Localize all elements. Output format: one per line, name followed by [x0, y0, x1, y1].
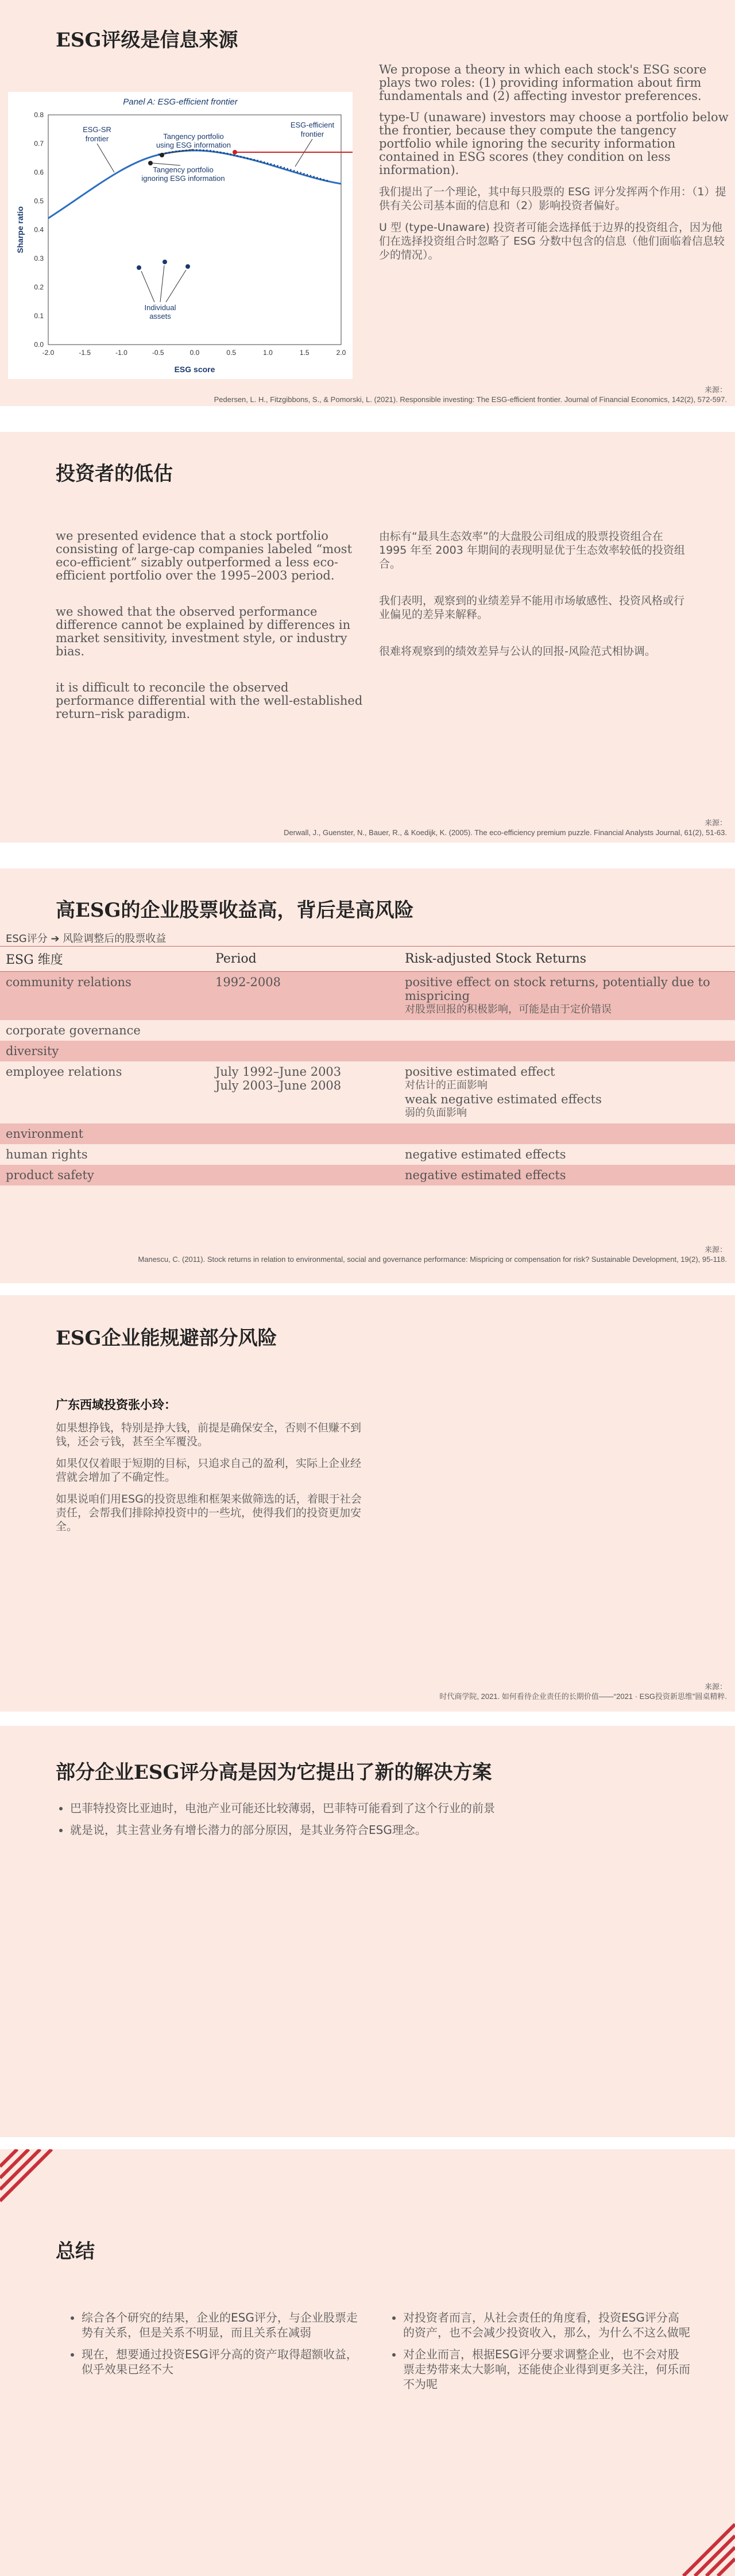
cell-returns: negative estimated effects	[399, 1144, 735, 1165]
paragraph-zh-1: 我们提出了一个理论，其中每只股票的 ESG 评分发挥两个作用：（1）提供有关公司基本面的信息和（2）影响投资者偏好。	[379, 186, 726, 212]
returns-zh: 对股票回报的积极影响，可能是由于定价错误	[405, 1003, 612, 1015]
summary-list-left	[69, 2310, 369, 2384]
cell-dimension: environment	[0, 1123, 210, 1144]
cell-returns	[399, 1123, 735, 1144]
annotation-arrows	[97, 139, 312, 302]
x-tick-label: 2.0	[336, 349, 346, 357]
corner-stripes-bottom-right	[672, 2513, 735, 2576]
paragraph-en-1: we presented evidence that a stock portfolio consisting of large-cap companies labeled “most eco-efficient” sizably outperformed a less eco-efficient portfolio over the 1995–2003 period.	[56, 529, 353, 582]
cell-returns: negative estimated effects	[399, 1165, 735, 1185]
y-axis-ticks	[34, 111, 44, 349]
y-tick-label: 0.4	[34, 226, 44, 234]
annotation-esg-sr-2: frontier	[85, 134, 109, 143]
annotation-tangency-ignoring: Tangency portfolio	[153, 165, 214, 174]
english-column	[56, 530, 366, 729]
quote-box	[56, 1396, 366, 1542]
cell-returns	[399, 1061, 735, 1123]
returns-zh-2: 弱的负面影响	[405, 1107, 467, 1119]
paragraph-en-1: We propose a theory in which each stock's ESG score plays two roles: (1) providing information about firm fundamentals and (2) affecting investor preferences.	[379, 63, 707, 103]
quote-speaker: 广东西域投资张小玲：	[56, 1398, 176, 1412]
slide-title: 总结	[56, 2240, 95, 2263]
annotation-esg-efficient: ESG-efficient	[290, 121, 335, 129]
y-tick-label: 0.6	[34, 168, 44, 176]
cell-period	[210, 1144, 399, 1165]
x-axis-ticks	[42, 349, 346, 357]
cell-period	[210, 1020, 399, 1041]
table-row	[0, 1041, 735, 1061]
cell-dimension: product safety	[0, 1165, 210, 1185]
cell-dimension: corporate governance	[0, 1020, 210, 1041]
list-item: • 现在，想要通过投资ESG评分高的资产取得超额收益，似乎效果已经不大	[82, 2347, 369, 2377]
table-header-row	[0, 947, 735, 972]
asset-point	[137, 265, 141, 270]
list-item: • 对投资者而言，从社会责任的角度看，投资ESG评分高的资产，也不会减少投资收入，那么，为什么不这么做呢	[403, 2310, 690, 2340]
corner-stripes-top-left	[0, 2149, 63, 2212]
y-tick-label: 0.1	[34, 312, 44, 320]
esg-frontier-chart	[8, 92, 353, 379]
slide-title: ESG企业能规避部分风险	[56, 1327, 277, 1350]
source-citation	[284, 818, 727, 837]
slide-investor-undervaluation	[0, 432, 735, 843]
annotation-esg-efficient-2: frontier	[300, 130, 324, 138]
paragraph-zh-2: 如果仅仅着眼于短期的目标，只追求自己的盈利，实际上企业经营就会增加了不确定性。	[56, 1457, 362, 1484]
cell-dimension: human rights	[0, 1144, 210, 1165]
source-text: Pedersen, L. H., Fitzgibbons, S., & Pomorski, L. (2021). Responsible investing: The ESG-efficient frontier. Journal of Financial Economics, 142(2), 572-597.	[214, 395, 727, 404]
x-axis-label: ESG score	[174, 365, 215, 374]
tangency-ignoring-esg-point	[148, 161, 153, 165]
x-tick-label: -2.0	[42, 349, 55, 357]
list-item: • 综合各个研究的结果，企业的ESG评分，与企业股票走势有关系，但是关系不明显，而且关系在减弱	[82, 2310, 369, 2340]
paragraph-en-2: we showed that the observed performance difference cannot be explained by differences in market sensitivity, investment style, or industry bias.	[56, 605, 351, 658]
paragraph-zh-3: 如果说咱们用ESG的投资思维和框架来做筛选的话，着眼于社会责任，会帮我们排除掉投资中的一些坑，使得我们的投资更加安全。	[56, 1493, 362, 1533]
table-row	[0, 1144, 735, 1165]
slide-high-esg-high-risk	[0, 868, 735, 1283]
period-2: July 2003–June 2008	[215, 1079, 342, 1092]
plot-frame	[48, 115, 341, 345]
list-item: • 就是说，其主营业务有增长潜力的部分原因，是其业务符合ESG理念。	[70, 1822, 702, 1837]
x-tick-label: -1.0	[115, 349, 127, 357]
slide-new-solutions	[0, 1726, 735, 2137]
y-tick-label: 0.0	[34, 341, 44, 349]
table-row	[0, 972, 735, 1021]
table-row	[0, 1020, 735, 1041]
source-label: 来源：	[704, 818, 727, 827]
x-tick-label: 1.5	[299, 349, 310, 357]
slide-title: ESG评级是信息来源	[56, 29, 238, 52]
paragraph-en-3: it is difficult to reconcile the observed performance differential with the well-established return–risk paradigm.	[56, 681, 363, 721]
tangency-using-esg-point	[160, 153, 164, 157]
summary-list-right	[390, 2310, 690, 2399]
period-1: July 1992–June 2003	[215, 1065, 342, 1079]
annotation-tangency-using: Tangency portfolio	[163, 132, 224, 141]
slide-title: 投资者的低估	[56, 462, 173, 485]
x-tick-label: 1.0	[263, 349, 273, 357]
annotation-tangency-ignoring-2: ignoring ESG information	[141, 174, 225, 183]
paragraph-zh-2: 我们表明，观察到的业绩差异不能用市场敏感性、投资风格或行业偏见的差异来解释。	[379, 594, 685, 621]
chinese-column	[379, 530, 689, 666]
returns-en-1: positive estimated effect	[405, 1065, 555, 1079]
source-citation	[214, 385, 727, 404]
paragraph-en-2: type-U (unaware) investors may choose a portfolio below the frontier, because they compute the tangency portfolio while ignoring the security information contained in ESG scores (they condition on less information).	[379, 110, 729, 177]
paragraph-zh-1: 如果想挣钱，特别是挣大钱，前提是确保安全，否则不但赚不到钱，还会亏钱，甚至全军覆没。	[56, 1422, 362, 1448]
header-period: Period	[210, 947, 399, 972]
returns-en: positive effect on stock returns, potentially due to mispricing	[405, 975, 710, 1003]
list-item: • 巴菲特投资比亚迪时，电池产业可能还比较薄弱，巴菲特可能看到了这个行业的前景	[70, 1801, 702, 1816]
source-label: 来源：	[704, 385, 727, 394]
cell-dimension: diversity	[0, 1041, 210, 1061]
source-label: 来源：	[704, 1245, 727, 1254]
y-tick-label: 0.5	[34, 197, 44, 205]
source-citation	[138, 1245, 727, 1264]
header-esg-dimension: ESG 维度	[0, 947, 210, 972]
x-tick-label: -1.5	[79, 349, 91, 357]
cell-dimension: community relations	[0, 972, 210, 1021]
x-tick-label: -0.5	[152, 349, 164, 357]
paragraph-zh-1: 由标有“最具生态效率”的大盘股公司组成的股票投资组合在 1995 年至 2003 年期间的表现明显优于生态效率较低的投资组合。	[379, 530, 685, 570]
y-axis-label: Sharpe ratio	[16, 206, 25, 253]
text-column	[379, 63, 729, 270]
esg-returns-table	[0, 946, 735, 1185]
slide-esg-information	[0, 0, 735, 406]
table-row	[0, 1165, 735, 1185]
cell-period	[210, 1123, 399, 1144]
bullet-list	[57, 1801, 702, 1844]
source-text: Manescu, C. (2011). Stock returns in relation to environmental, social and governance performance: Mispricing or compensation for risk? Sustainable Development, 19(2), 95-118.	[138, 1255, 727, 1264]
esg-sr-frontier-line	[48, 150, 341, 218]
returns-zh-1: 对估计的正面影响	[405, 1079, 488, 1091]
paragraph-zh-3: 很难将观察到的绩效差异与公认的回报-风险范式相协调。	[379, 645, 656, 658]
y-tick-label: 0.8	[34, 111, 44, 119]
annotation-esg-sr: ESG-SR	[83, 125, 111, 134]
asset-point	[163, 260, 167, 264]
annotation-individual-assets-2: assets	[149, 312, 171, 320]
x-tick-label: 0.5	[226, 349, 237, 357]
asset-point	[185, 264, 190, 269]
annotation-tangency-using-2: using ESG information	[156, 141, 231, 149]
source-text: Derwall, J., Guenster, N., Bauer, R., & Koedijk, K. (2005). The eco-efficiency premium puzzle. Financial Analysts Journal, 61(2), 51-63.	[284, 828, 727, 837]
returns-en-2: weak negative estimated effects	[405, 1092, 602, 1106]
slide-title: 高ESG的企业股票收益高，背后是高风险	[56, 899, 414, 922]
cell-dimension: employee relations	[0, 1061, 210, 1123]
cell-returns	[399, 1020, 735, 1041]
cell-period: 1992-2008	[210, 972, 399, 1021]
slide-title: 部分企业ESG评分高是因为它提出了新的解决方案	[56, 1761, 492, 1784]
red-arrow-head	[233, 150, 237, 155]
panel-title: Panel A: ESG-efficient frontier	[123, 97, 238, 107]
annotation-individual-assets: Individual	[144, 303, 176, 312]
table-row	[0, 1123, 735, 1144]
table-subtitle: ESG评分 ➔ 风险调整后的股票收益	[6, 933, 167, 945]
esg-frontier-figure	[8, 92, 353, 379]
header-returns: Risk-adjusted Stock Returns	[399, 947, 735, 972]
cell-returns	[399, 1041, 735, 1061]
y-tick-label: 0.7	[34, 140, 44, 148]
cell-period	[210, 1165, 399, 1185]
list-item: • 对企业而言，根据ESG评分要求调整企业，也不会对股票走势带来太大影响，还能使企业得到更多关注，何乐而不为呢	[403, 2347, 690, 2392]
cell-period	[210, 1061, 399, 1123]
slide-summary	[0, 2149, 735, 2576]
y-tick-label: 0.3	[34, 254, 44, 262]
cell-returns	[399, 972, 735, 1021]
table-row	[0, 1061, 735, 1123]
source-citation	[439, 1682, 727, 1701]
slide-esg-risk-avoidance	[0, 1295, 735, 1712]
source-label: 来源：	[704, 1682, 727, 1691]
source-text: 时代商学院, 2021. 如何看待企业责任的长期价值——“2021 · ESG投资新思维”圆桌精粹.	[439, 1692, 727, 1701]
cell-period	[210, 1041, 399, 1061]
x-tick-label: 0.0	[189, 349, 200, 357]
y-tick-label: 0.2	[34, 283, 44, 291]
paragraph-zh-2: U 型 (type-Unaware) 投资者可能会选择低于边界的投资组合，因为他们在选择投资组合时忽略了 ESG 分数中包含的信息（他们面临着信息较少的情况）。	[379, 221, 725, 261]
